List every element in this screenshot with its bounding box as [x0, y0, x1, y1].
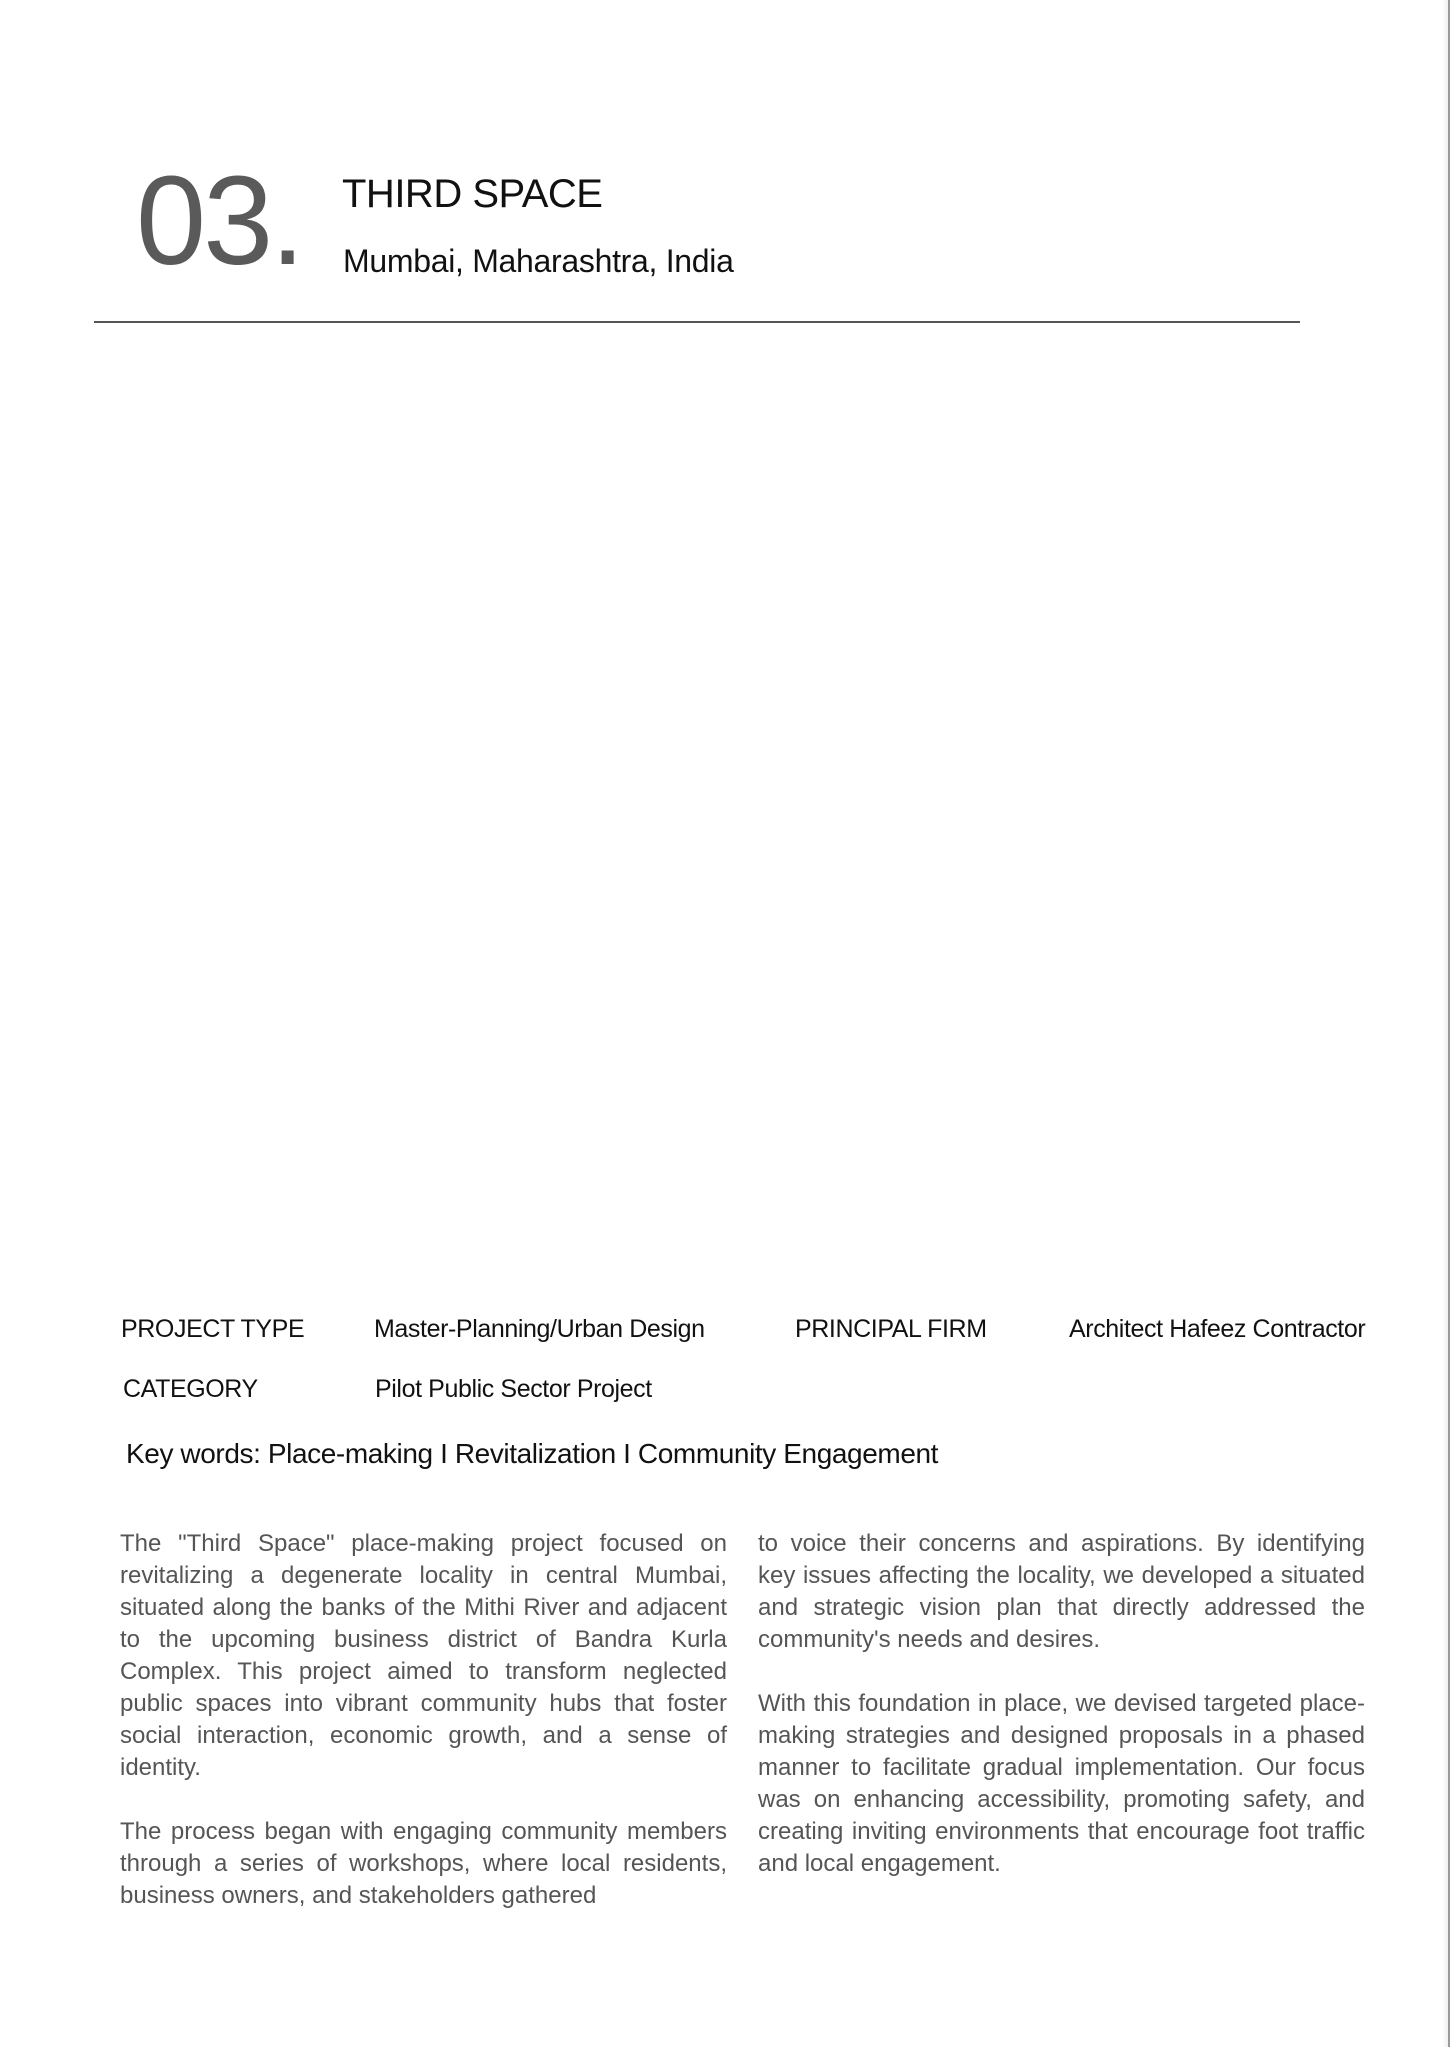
project-type-label: PROJECT TYPE: [121, 1315, 305, 1343]
keywords-line: Key words: Place-making I Revitalization I Community Engagement: [126, 1438, 939, 1469]
principal-firm-value: Architect Hafeez Contractor: [1069, 1315, 1366, 1343]
project-image-area: [94, 345, 1300, 1265]
principal-firm-label: PRINCIPAL FIRM: [795, 1315, 987, 1343]
body-paragraph: The "Third Space" place-making project focused on revitalizing a degenerate locality in central Mumbai, situated along the banks of the Mithi River and adjacent to the upcoming business district of Bandra Kurla Complex. This project aimed to transform neglected public spaces into vibrant community hubs that foster social interaction, economic growth, and a sense of identity.: [120, 1530, 727, 1781]
project-number: 03.: [136, 150, 303, 291]
body-paragraph: to voice their concerns and aspirations. By identifying key issues affecting the locality, we developed a situated and strategic vision plan that directly addressed the community's needs and desires.: [758, 1530, 1365, 1653]
header-divider: [94, 321, 1300, 323]
project-type-value: Master-Planning/Urban Design: [374, 1315, 705, 1343]
category-value: Pilot Public Sector Project: [375, 1375, 652, 1403]
category-label: CATEGORY: [123, 1375, 258, 1403]
body-column-right: [758, 1528, 1365, 1912]
project-location: Mumbai, Maharashtra, India: [343, 243, 734, 279]
body-paragraph: The process began with engaging community members through a series of workshops, where local residents, business owners, and stakeholders gathered: [120, 1818, 727, 1909]
body-column-left: [120, 1528, 727, 1944]
body-paragraph: With this foundation in place, we devised targeted place-making strategies and designed proposals in a phased manner to facilitate gradual implementation. Our focus was on enhancing accessibility, promoting safety, and creating inviting environments that encourage foot traffic and local engagement.: [758, 1690, 1365, 1877]
project-title: THIRD SPACE: [342, 172, 603, 216]
